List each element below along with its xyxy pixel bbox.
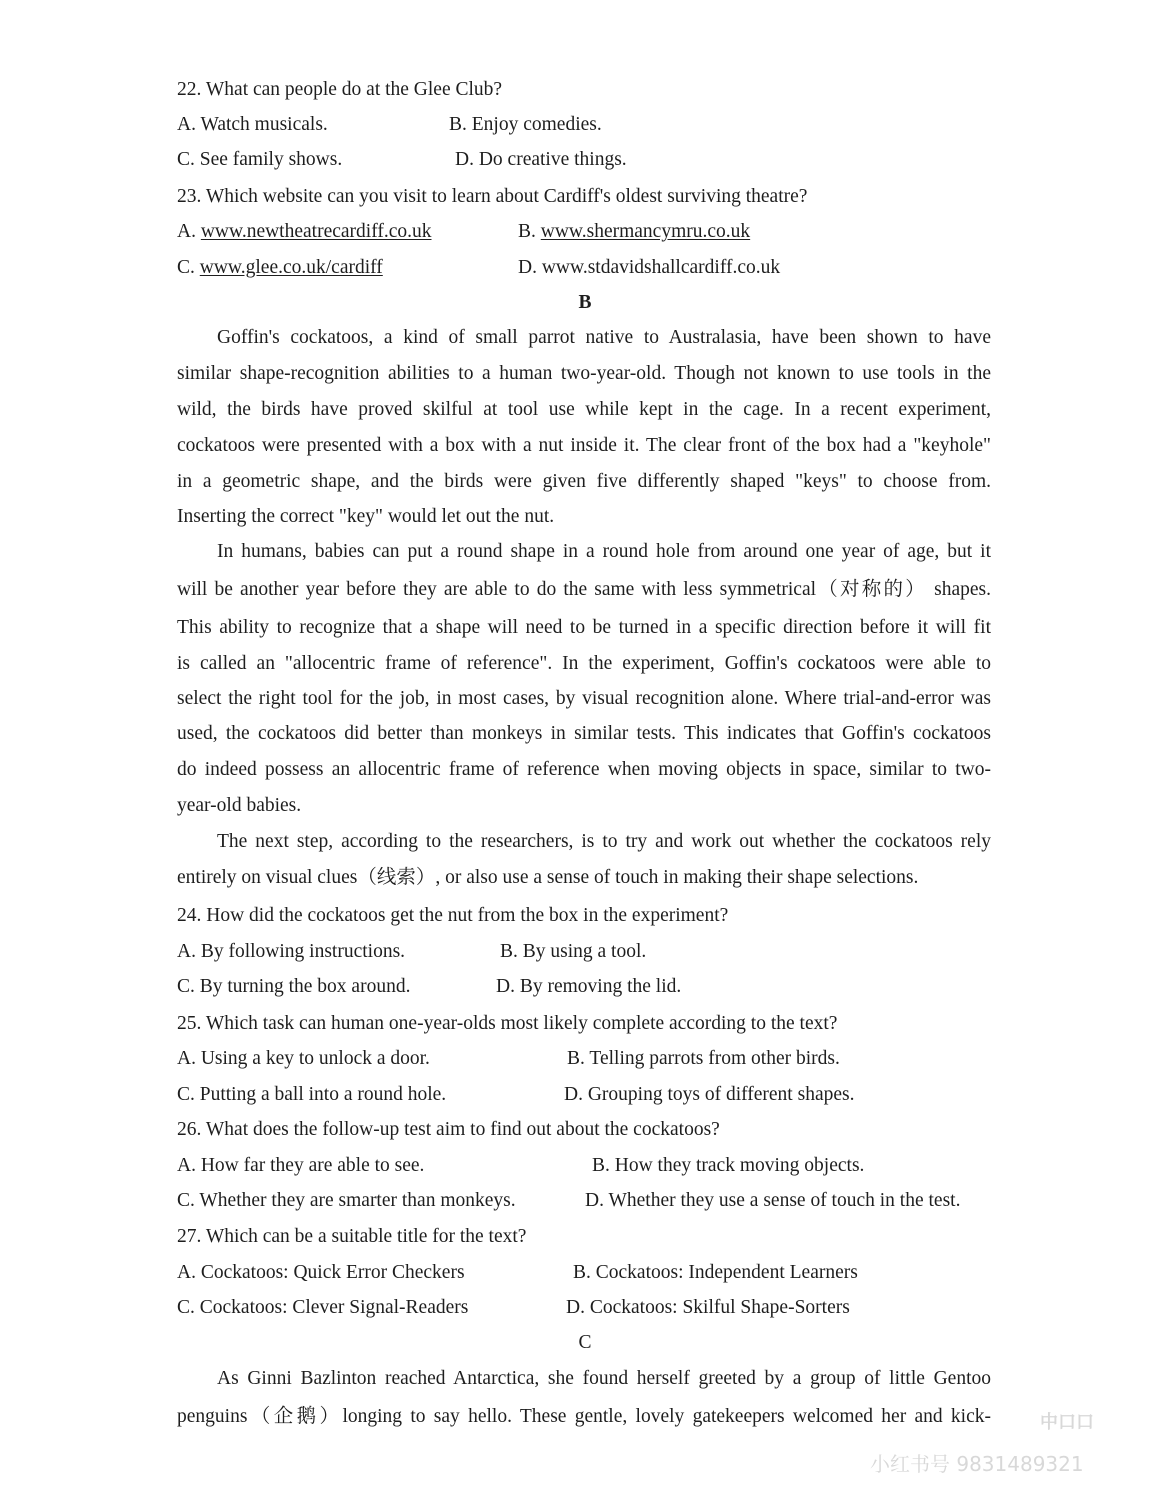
question-26-option-d: D. Whether they use a sense of touch in the test.: [585, 1190, 961, 1211]
passage-b-p1-line: wild, the birds have proved skilful at tool use while kept in the cage. In a recent experiment,: [177, 399, 991, 420]
passage-b-p2-line: year-old babies.: [177, 795, 302, 816]
passage-b-p2-line: This ability to recognize that a shape will need to be turned in a specific direction before it will fit: [177, 617, 991, 638]
option-a-prefix: A.: [177, 221, 201, 242]
question-27-option-d: D. Cockatoos: Skilful Shape-Sorters: [566, 1297, 850, 1318]
section-b-heading: B: [578, 292, 592, 313]
passage-b-p2-line: select the right tool for the job, in most cases, by visual recognition alone. Where trial-and-error was: [177, 688, 991, 709]
passage-b-p1-line: in a geometric shape, and the birds were given five differently shaped "keys" to choose from.: [177, 471, 991, 492]
question-27-option-a: A. Cockatoos: Quick Error Checkers: [177, 1262, 465, 1283]
question-26-stem: 26. What does the follow-up test aim to find out about the cockatoos?: [177, 1119, 720, 1140]
question-24-option-a: A. By following instructions.: [177, 941, 406, 962]
question-22-option-a: A. Watch musicals.: [177, 114, 328, 135]
question-24-stem: 24. How did the cockatoos get the nut from the box in the experiment?: [177, 905, 729, 926]
question-23-option-c: [177, 256, 383, 280]
passage-b-p2-line: is called an "allocentric frame of reference". In the experiment, Goffin's cockatoos were able to: [177, 653, 991, 674]
shermancymru-link[interactable]: www.shermancymru.co.uk: [540, 221, 751, 242]
question-27-stem: 27. Which can be a suitable title for the text?: [177, 1226, 527, 1247]
passage-b-p2-line: In humans, babies can put a round shape in a round hole from around one year of age, but it: [217, 541, 991, 562]
watermark-id: 小红书号 9831489321: [870, 1452, 1084, 1476]
question-25-option-b: B. Telling parrots from other birds.: [567, 1048, 840, 1069]
passage-b-p2-line: used, the cockatoos did better than monkeys in similar tests. This indicates that Goffin's cockatoos: [177, 723, 991, 744]
passage-c-line: penguins（企鹅）longing to say hello. These gentle, lovely gatekeepers welcomed her and kick-: [177, 1406, 991, 1427]
passage-b-p2-line: do indeed possess an allocentric frame of reference when moving objects in space, similar to two-: [177, 759, 991, 780]
passage-b-p3-line: entirely on visual clues（线索）, or also use a sense of touch in making their shape selections.: [177, 867, 919, 888]
passage-b-p1-line: Goffin's cockatoos, a kind of small parrot native to Australasia, have been shown to have: [217, 327, 991, 348]
question-22-option-b: B. Enjoy comedies.: [449, 114, 602, 135]
question-24-option-c: C. By turning the box around.: [177, 976, 411, 997]
question-26-option-c: C. Whether they are smarter than monkeys.: [177, 1190, 516, 1211]
question-22-option-d: D. Do creative things.: [455, 149, 627, 170]
question-23-option-d: D. www.stdavidshallcardiff.co.uk: [518, 257, 781, 278]
question-26-option-a: A. How far they are able to see.: [177, 1155, 425, 1176]
question-22-stem: 22. What can people do at the Glee Club?: [177, 79, 503, 100]
passage-b-p3-line: The next step, according to the researchers, is to try and work out whether the cockatoos rely: [217, 831, 991, 852]
question-24-option-b: B. By using a tool.: [500, 941, 647, 962]
question-26-option-b: B. How they track moving objects.: [592, 1155, 865, 1176]
question-23-stem: 23. Which website can you visit to learn about Cardiff's oldest surviving theatre?: [177, 186, 808, 207]
newtheatre-link[interactable]: www.newtheatrecardiff.co.uk: [200, 221, 432, 242]
passage-b-p1-line: Inserting the correct "key" would let out the nut.: [177, 506, 555, 527]
option-c-prefix: C.: [177, 257, 200, 278]
question-22-option-c: C. See family shows.: [177, 149, 343, 170]
passage-b-p1-line: similar shape-recognition abilities to a human two-year-old. Though not known to use tools in the: [177, 363, 991, 384]
question-24-option-d: D. By removing the lid.: [496, 976, 682, 997]
passage-b-p1-line: cockatoos were presented with a box with a nut inside it. The clear front of the box had a "keyhole": [177, 435, 991, 456]
watermark-logo: 中口口: [1040, 1412, 1094, 1433]
question-25-option-a: A. Using a key to unlock a door.: [177, 1048, 430, 1069]
passage-b-p2-line: will be another year before they are able to do the same with less symmetrical（对称的） shapes.: [177, 579, 991, 600]
passage-c-line: As Ginni Bazlinton reached Antarctica, she found herself greeted by a group of little Gentoo: [217, 1368, 991, 1389]
option-b-prefix: B.: [518, 221, 541, 242]
question-25-option-c: C. Putting a ball into a round hole.: [177, 1084, 447, 1105]
question-23-option-b: [518, 220, 750, 244]
glee-link[interactable]: www.glee.co.uk/cardiff: [199, 257, 383, 278]
question-27-option-c: C. Cockatoos: Clever Signal-Readers: [177, 1297, 469, 1318]
section-c-heading: C: [578, 1332, 592, 1353]
question-23-option-a: [177, 220, 432, 244]
question-25-stem: 25. Which task can human one-year-olds most likely complete according to the text?: [177, 1013, 838, 1034]
question-27-option-b: B. Cockatoos: Independent Learners: [573, 1262, 858, 1283]
question-25-option-d: D. Grouping toys of different shapes.: [564, 1084, 855, 1105]
